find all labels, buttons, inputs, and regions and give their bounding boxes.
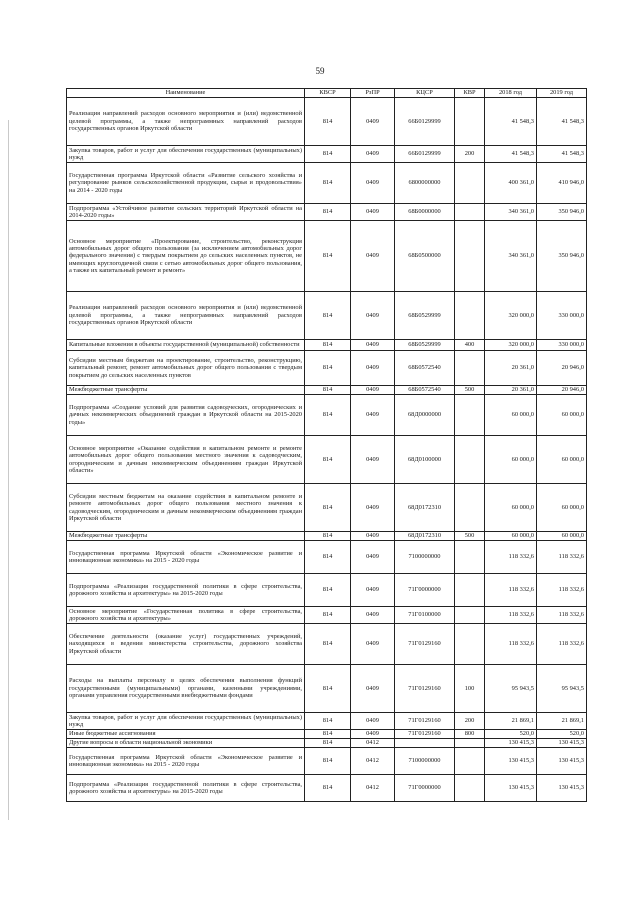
table-cell-2018: 340 361,0 [485, 204, 537, 221]
table-cell-2019: 20 946,0 [537, 386, 587, 395]
table-cell-kvr [455, 739, 485, 748]
table-cell-rzpr: 0409 [351, 340, 395, 351]
table-cell-2019: 41 548,3 [537, 98, 587, 146]
table-row [67, 532, 587, 541]
table-cell-kvr [455, 204, 485, 221]
table-cell-name: Другие вопросы в области национальной экономики [67, 739, 305, 748]
table-cell-kvsr: 814 [305, 386, 351, 395]
table-cell-kvr [455, 748, 485, 775]
table-cell-kvsr: 814 [305, 221, 351, 292]
table-row [67, 146, 587, 163]
table-cell-kvsr: 814 [305, 340, 351, 351]
table-cell-2019: 330 000,0 [537, 292, 587, 340]
table-cell-kvsr: 814 [305, 532, 351, 541]
table-cell-name: Основное мероприятие «Проектирование, строительство, реконструкция автомобильных дорог общего пользования (за исключением автомобильных дорог федерального значения) с твердым покрытием до сельских населенных пунктов, не имеющих круглогодичной связи с сетью автомобильных дорог общего пользования, а также их капитальный ремонт и ремонт» [67, 221, 305, 292]
table-cell-kcsr: 71Г0100000 [395, 607, 455, 624]
table-cell-rzpr: 0409 [351, 624, 395, 665]
column-header-2019: 2019 год [537, 89, 587, 98]
table-cell-kvsr: 814 [305, 775, 351, 802]
table-cell-kcsr: 68Б0572540 [395, 351, 455, 386]
table-cell-name: Государственная программа Иркутской области «Экономическое развитие и инновационная экономика» на 2015 - 2020 годы [67, 748, 305, 775]
table-cell-name: Закупка товаров, работ и услуг для обеспечения государственных (муниципальных) нужд [67, 146, 305, 163]
table-cell-kvsr: 814 [305, 748, 351, 775]
table-cell-kvsr: 814 [305, 574, 351, 607]
table-cell-2018: 118 332,6 [485, 574, 537, 607]
table-cell-name: Реализация направлений расходов основного мероприятия и (или) ведомственной целевой программы, а также непрограммных направлений расходов государственных органов Иркутской области [67, 98, 305, 146]
table-cell-2019: 520,0 [537, 730, 587, 739]
table-cell-kvr [455, 221, 485, 292]
table-cell-kcsr: 68Б0000000 [395, 204, 455, 221]
table-cell-kvsr: 814 [305, 607, 351, 624]
table-cell-2018: 41 548,3 [485, 146, 537, 163]
table-cell-kvr [455, 351, 485, 386]
table-cell-kcsr: 71Г0129160 [395, 730, 455, 739]
table-cell-2018: 340 361,0 [485, 221, 537, 292]
table-cell-name: Государственная программа Иркутской области «Экономическое развитие и инновационная экономика» на 2015 - 2020 годы [67, 541, 305, 574]
table-cell-name: Государственная программа Иркутской области «Развитие сельского хозяйства и регулирование рынков сельскохозяйственной продукции, сырья и продовольствия» на 2014 - 2020 годы [67, 163, 305, 204]
table-cell-kcsr: 7100000000 [395, 748, 455, 775]
table-cell-rzpr: 0409 [351, 730, 395, 739]
table-cell-2018: 20 361,0 [485, 386, 537, 395]
table-cell-kcsr: 68Д0172310 [395, 532, 455, 541]
table-row [67, 221, 587, 292]
table-cell-rzpr: 0409 [351, 484, 395, 532]
table-row [67, 386, 587, 395]
table-row [67, 395, 587, 436]
table-cell-kcsr: 66Б0129999 [395, 146, 455, 163]
table-cell-2019: 130 415,3 [537, 748, 587, 775]
table-row [67, 351, 587, 386]
table-cell-2019: 60 000,0 [537, 436, 587, 484]
table-cell-kvsr: 814 [305, 146, 351, 163]
table-cell-kvr [455, 624, 485, 665]
table-cell-rzpr: 0409 [351, 607, 395, 624]
table-cell-name: Расходы на выплаты персоналу в целях обеспечения выполнения функций государственными (муниципальными) органами, казенными учреждениями, органами управления государственными внебюджетными фондами [67, 665, 305, 713]
table-cell-2019: 130 415,3 [537, 739, 587, 748]
table-cell-rzpr: 0409 [351, 292, 395, 340]
table-cell-kcsr: 66Б0129999 [395, 98, 455, 146]
table-cell-name: Иные бюджетные ассигнования [67, 730, 305, 739]
budget-table [66, 88, 587, 802]
table-cell-kcsr: 68Б0529999 [395, 340, 455, 351]
table-cell-rzpr: 0409 [351, 665, 395, 713]
table-cell-rzpr: 0409 [351, 351, 395, 386]
table-cell-2018: 130 415,3 [485, 748, 537, 775]
table-cell-rzpr: 0409 [351, 146, 395, 163]
table-cell-2018: 60 000,0 [485, 436, 537, 484]
column-header-2018: 2018 год [485, 89, 537, 98]
table-row [67, 739, 587, 748]
table-cell-2018: 320 000,0 [485, 340, 537, 351]
table-cell-kvsr: 814 [305, 163, 351, 204]
table-cell-rzpr: 0409 [351, 98, 395, 146]
table-cell-kvsr: 814 [305, 739, 351, 748]
table-row [67, 665, 587, 713]
table-cell-rzpr: 0409 [351, 713, 395, 730]
table-cell-kvr [455, 395, 485, 436]
table-row [67, 292, 587, 340]
table-cell-2019: 330 000,0 [537, 340, 587, 351]
table-cell-kvsr: 814 [305, 436, 351, 484]
table-cell-2018: 520,0 [485, 730, 537, 739]
table-cell-kvsr: 814 [305, 713, 351, 730]
table-cell-2018: 130 415,3 [485, 775, 537, 802]
table-row [67, 607, 587, 624]
column-header-rzpr: РзПР [351, 89, 395, 98]
table-cell-kvr: 200 [455, 146, 485, 163]
table-cell-2018: 130 415,3 [485, 739, 537, 748]
table-cell-name: Межбюджетные трансферты [67, 386, 305, 395]
table-cell-kcsr: 71Г0129160 [395, 665, 455, 713]
table-cell-2019: 118 332,6 [537, 541, 587, 574]
table-row [67, 748, 587, 775]
table-cell-name: Межбюджетные трансферты [67, 532, 305, 541]
table-row [67, 163, 587, 204]
table-cell-kcsr: 68Б0572540 [395, 386, 455, 395]
table-cell-kvsr: 814 [305, 665, 351, 713]
table-cell-name: Капитальные вложения в объекты государственной (муниципальной) собственности [67, 340, 305, 351]
table-cell-name: Реализация направлений расходов основного мероприятия и (или) ведомственной целевой программы, а также непрограммных направлений расходов государственных органов Иркутской области [67, 292, 305, 340]
table-cell-2019: 410 946,0 [537, 163, 587, 204]
column-header-kvsr: КВСР [305, 89, 351, 98]
table-cell-name: Подпрограмма «Реализация государственной политики в сфере строительства, дорожного хозяйства и архитектуры» на 2015-2020 годы [67, 775, 305, 802]
table-cell-kvsr: 814 [305, 292, 351, 340]
table-cell-2018: 21 869,1 [485, 713, 537, 730]
table-cell-2018: 320 000,0 [485, 292, 537, 340]
table-cell-kvsr: 814 [305, 98, 351, 146]
table-cell-rzpr: 0409 [351, 204, 395, 221]
table-cell-kcsr: 71Г0000000 [395, 775, 455, 802]
table-cell-kcsr: 71Г0129160 [395, 624, 455, 665]
table-cell-rzpr: 0412 [351, 739, 395, 748]
table-cell-kvr: 800 [455, 730, 485, 739]
table-cell-2018: 118 332,6 [485, 624, 537, 665]
table-cell-kvr [455, 98, 485, 146]
table-cell-kvr [455, 541, 485, 574]
table-cell-2019: 21 869,1 [537, 713, 587, 730]
table-cell-kvr [455, 574, 485, 607]
table-cell-kvr [455, 436, 485, 484]
table-cell-name: Закупка товаров, работ и услуг для обеспечения государственных (муниципальных) нужд [67, 713, 305, 730]
table-cell-rzpr: 0409 [351, 436, 395, 484]
table-cell-2018: 41 548,3 [485, 98, 537, 146]
table-cell-kvr: 500 [455, 386, 485, 395]
table-cell-kvsr: 814 [305, 730, 351, 739]
table-row [67, 340, 587, 351]
table-cell-2019: 118 332,6 [537, 607, 587, 624]
table-cell-kvr [455, 607, 485, 624]
table-cell-kvr [455, 484, 485, 532]
table-cell-kvr [455, 292, 485, 340]
table-cell-2018: 118 332,6 [485, 541, 537, 574]
table-cell-kcsr: 68Б0529999 [395, 292, 455, 340]
table-cell-kvsr: 814 [305, 541, 351, 574]
table-cell-kvr: 500 [455, 532, 485, 541]
table-cell-rzpr: 0409 [351, 163, 395, 204]
column-header-kvr: КВР [455, 89, 485, 98]
table-cell-kvr: 100 [455, 665, 485, 713]
table-cell-kvr [455, 775, 485, 802]
table-cell-kcsr [395, 739, 455, 748]
table-cell-rzpr: 0409 [351, 574, 395, 607]
table-cell-kvr: 400 [455, 340, 485, 351]
table-cell-2019: 350 946,0 [537, 204, 587, 221]
table-cell-rzpr: 0409 [351, 395, 395, 436]
table-row [67, 541, 587, 574]
table-row [67, 574, 587, 607]
table-cell-kvsr: 814 [305, 484, 351, 532]
table-cell-kvsr: 814 [305, 395, 351, 436]
table-cell-2019: 60 000,0 [537, 484, 587, 532]
table-row [67, 484, 587, 532]
scan-edge-mark [8, 120, 9, 820]
table-cell-kcsr: 68Д0100000 [395, 436, 455, 484]
table-cell-name: Основное мероприятие «Оказание содействия в капитальном ремонте и ремонте автомобильных дорог общего пользования местного значения к садоводческим, огородническим и дачным некоммерческим объединениям граждан Иркутской области» [67, 436, 305, 484]
table-cell-name: Субсидии местным бюджетам на оказание содействия в капитальном ремонте и ремонте автомобильных дорог общего пользования местного значения к садоводческим, огородническим и дачным некоммерческим объединениям граждан Иркутской области [67, 484, 305, 532]
table-cell-2019: 130 415,3 [537, 775, 587, 802]
table-cell-2019: 118 332,6 [537, 574, 587, 607]
table-cell-2018: 95 943,5 [485, 665, 537, 713]
table-cell-2018: 400 361,0 [485, 163, 537, 204]
table-cell-name: Основное мероприятие «Государственная политика в сфере строительства, дорожного хозяйства и архитектуры» [67, 607, 305, 624]
table-cell-kcsr: 68Д0172310 [395, 484, 455, 532]
table-row [67, 713, 587, 730]
table-cell-rzpr: 0412 [351, 748, 395, 775]
table-cell-2019: 95 943,5 [537, 665, 587, 713]
table-cell-name: Субсидии местным бюджетам на проектирование, строительство, реконструкцию, капитальный ремонт, ремонт автомобильных дорог общего пользования с твердым покрытием до сельских населенных пунктов [67, 351, 305, 386]
table-row [67, 436, 587, 484]
table-header-row [67, 89, 587, 98]
table-cell-kcsr: 7100000000 [395, 541, 455, 574]
table-cell-2018: 20 361,0 [485, 351, 537, 386]
table-cell-2019: 60 000,0 [537, 532, 587, 541]
table-cell-name: Подпрограмма «Реализация государственной политики в сфере строительства, дорожного хозяйства и архитектуры» на 2015-2020 годы [67, 574, 305, 607]
table-cell-kcsr: 68Д0000000 [395, 395, 455, 436]
table-row [67, 624, 587, 665]
table-cell-2018: 118 332,6 [485, 607, 537, 624]
table-cell-rzpr: 0409 [351, 541, 395, 574]
table-cell-name: Обеспечение деятельности (оказание услуг) государственных учреждений, находящихся в ведении министерства строительства, дорожного хозяйства Иркутской области [67, 624, 305, 665]
table-cell-name: Подпрограмма «Создание условий для развития садоводческих, огороднических и дачных некоммерческих объединений граждан в Иркутской области на 2015-2020 годы» [67, 395, 305, 436]
column-header-name: Наименование [67, 89, 305, 98]
table-cell-kvr: 200 [455, 713, 485, 730]
table-cell-kvsr: 814 [305, 624, 351, 665]
table-cell-kcsr: 6800000000 [395, 163, 455, 204]
table-cell-2019: 60 000,0 [537, 395, 587, 436]
table-row [67, 204, 587, 221]
table-row [67, 775, 587, 802]
table-cell-2018: 60 000,0 [485, 484, 537, 532]
table-cell-2018: 60 000,0 [485, 395, 537, 436]
table-cell-2019: 118 332,6 [537, 624, 587, 665]
table-cell-2019: 350 946,0 [537, 221, 587, 292]
table-cell-rzpr: 0409 [351, 532, 395, 541]
table-row [67, 98, 587, 146]
budget-table-body [67, 98, 587, 802]
table-row [67, 730, 587, 739]
table-cell-rzpr: 0409 [351, 221, 395, 292]
table-cell-rzpr: 0412 [351, 775, 395, 802]
table-cell-kvsr: 814 [305, 204, 351, 221]
table-cell-kvr [455, 163, 485, 204]
page-number: 59 [315, 66, 325, 76]
table-cell-kcsr: 68Б0500000 [395, 221, 455, 292]
table-cell-kvsr: 814 [305, 351, 351, 386]
table-cell-name: Подпрограмма «Устойчивое развитие сельских территорий Иркутской области на 2014-2020 годы» [67, 204, 305, 221]
table-cell-kcsr: 71Г0000000 [395, 574, 455, 607]
table-cell-2019: 41 548,3 [537, 146, 587, 163]
column-header-kcsr: КЦСР [395, 89, 455, 98]
table-cell-2018: 60 000,0 [485, 532, 537, 541]
table-cell-rzpr: 0409 [351, 386, 395, 395]
table-cell-2019: 20 946,0 [537, 351, 587, 386]
table-cell-kcsr: 71Г0129160 [395, 713, 455, 730]
